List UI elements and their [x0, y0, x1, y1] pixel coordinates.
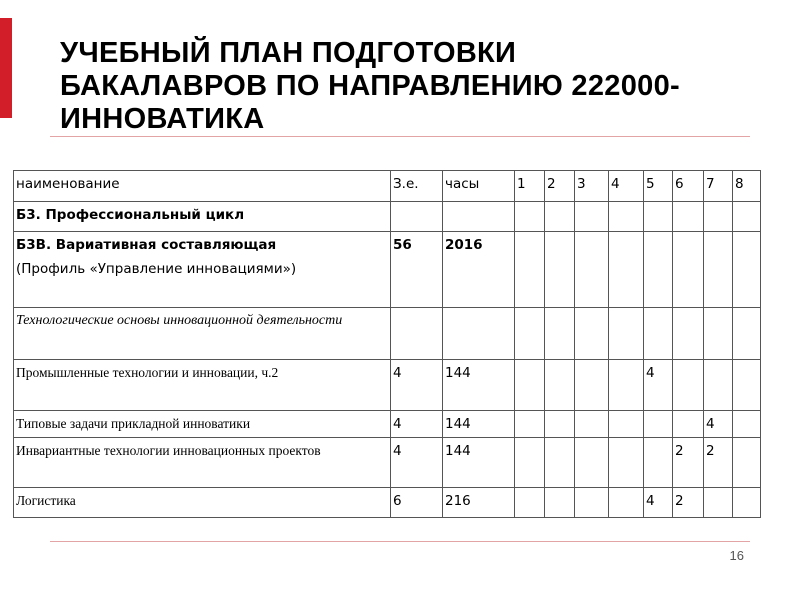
row-sem-1 [515, 411, 545, 438]
row-name: Б3. Профессиональный цикл [14, 202, 391, 232]
row-sem-6 [673, 411, 704, 438]
header-sem-1: 1 [515, 171, 545, 202]
row-sem-6 [673, 308, 704, 360]
row-ze: 56 [391, 232, 443, 308]
row-sem-1 [515, 438, 545, 488]
table-header-row [14, 171, 761, 202]
row-sem-4 [609, 232, 644, 308]
row-hours: 2016 [443, 232, 515, 308]
row-name-subtitle: (Профиль «Управление инновациями») [16, 261, 297, 277]
row-sem-6 [673, 202, 704, 232]
row-sem-5 [644, 202, 673, 232]
row-hours: 144 [443, 360, 515, 411]
bottom-divider [50, 541, 750, 542]
row-sem-8 [733, 411, 761, 438]
row-sem-6: 2 [673, 488, 704, 518]
row-ze: 4 [391, 438, 443, 488]
row-sem-4 [609, 488, 644, 518]
row-sem-3 [575, 411, 609, 438]
row-name: Инвариантные технологии инновационных проектов [14, 438, 391, 488]
row-sem-1 [515, 308, 545, 360]
row-sem-5 [644, 411, 673, 438]
row-sem-4 [609, 438, 644, 488]
header-hours: часы [443, 171, 515, 202]
row-sem-4 [609, 411, 644, 438]
table-row [14, 232, 761, 308]
row-sem-1 [515, 488, 545, 518]
row-sem-7 [704, 308, 733, 360]
row-sem-3 [575, 438, 609, 488]
header-sem-3: 3 [575, 171, 609, 202]
row-hours: 144 [443, 438, 515, 488]
row-name: Логистика [14, 488, 391, 518]
page-number: 16 [729, 548, 744, 563]
row-sem-3 [575, 488, 609, 518]
row-sem-3 [575, 308, 609, 360]
row-sem-5: 4 [644, 360, 673, 411]
row-sem-2 [545, 488, 575, 518]
row-name: Промышленные технологии и инновации, ч.2 [14, 360, 391, 411]
row-sem-3 [575, 232, 609, 308]
row-name: Типовые задачи прикладной инноватики [14, 411, 391, 438]
header-sem-5: 5 [644, 171, 673, 202]
table-row [14, 488, 761, 518]
table-row [14, 308, 761, 360]
slide-title [60, 37, 760, 136]
row-sem-5 [644, 308, 673, 360]
row-sem-2 [545, 308, 575, 360]
title-line-1: УЧЕБНЫЙ ПЛАН ПОДГОТОВКИ [60, 37, 517, 69]
row-sem-2 [545, 360, 575, 411]
row-sem-5: 4 [644, 488, 673, 518]
row-sem-4 [609, 202, 644, 232]
row-ze: 4 [391, 360, 443, 411]
row-sem-5 [644, 438, 673, 488]
row-sem-6 [673, 360, 704, 411]
row-sem-8 [733, 360, 761, 411]
row-sem-2 [545, 202, 575, 232]
row-sem-7: 4 [704, 411, 733, 438]
row-sem-1 [515, 202, 545, 232]
row-hours: 216 [443, 488, 515, 518]
row-sem-4 [609, 360, 644, 411]
row-sem-7 [704, 360, 733, 411]
header-sem-2: 2 [545, 171, 575, 202]
row-sem-8 [733, 488, 761, 518]
table-row [14, 202, 761, 232]
row-ze [391, 308, 443, 360]
header-sem-4: 4 [609, 171, 644, 202]
row-sem-6: 2 [673, 438, 704, 488]
row-sem-7 [704, 488, 733, 518]
header-sem-8: 8 [733, 171, 761, 202]
header-name: наименование [14, 171, 391, 202]
row-sem-2 [545, 438, 575, 488]
curriculum-table [13, 170, 761, 518]
row-sem-2 [545, 411, 575, 438]
row-sem-7 [704, 232, 733, 308]
row-sem-1 [515, 360, 545, 411]
row-sem-5 [644, 232, 673, 308]
row-sem-2 [545, 232, 575, 308]
row-hours [443, 308, 515, 360]
row-ze: 6 [391, 488, 443, 518]
row-sem-7: 2 [704, 438, 733, 488]
row-hours: 144 [443, 411, 515, 438]
row-sem-3 [575, 360, 609, 411]
top-divider [50, 136, 750, 137]
header-sem-6: 6 [673, 171, 704, 202]
row-sem-7 [704, 202, 733, 232]
title-line-3: ИННОВАТИКА [60, 103, 265, 135]
row-sem-3 [575, 202, 609, 232]
table-row [14, 411, 761, 438]
table-row [14, 360, 761, 411]
row-sem-8 [733, 308, 761, 360]
row-sem-8 [733, 232, 761, 308]
row-name: Б3В. Вариативная составляющая [16, 237, 277, 253]
header-sem-7: 7 [704, 171, 733, 202]
row-sem-8 [733, 438, 761, 488]
row-name: Технологические основы инновационной деятельности [14, 308, 391, 360]
row-sem-6 [673, 232, 704, 308]
row-hours [443, 202, 515, 232]
title-line-2: БАКАЛАВРОВ ПО НАПРАВЛЕНИЮ 222000- [60, 70, 680, 102]
header-ze: З.е. [391, 171, 443, 202]
row-sem-1 [515, 232, 545, 308]
row-sem-4 [609, 308, 644, 360]
accent-bar [0, 18, 12, 118]
table-row [14, 438, 761, 488]
row-sem-8 [733, 202, 761, 232]
row-ze [391, 202, 443, 232]
row-name-cell [14, 232, 391, 308]
row-ze: 4 [391, 411, 443, 438]
